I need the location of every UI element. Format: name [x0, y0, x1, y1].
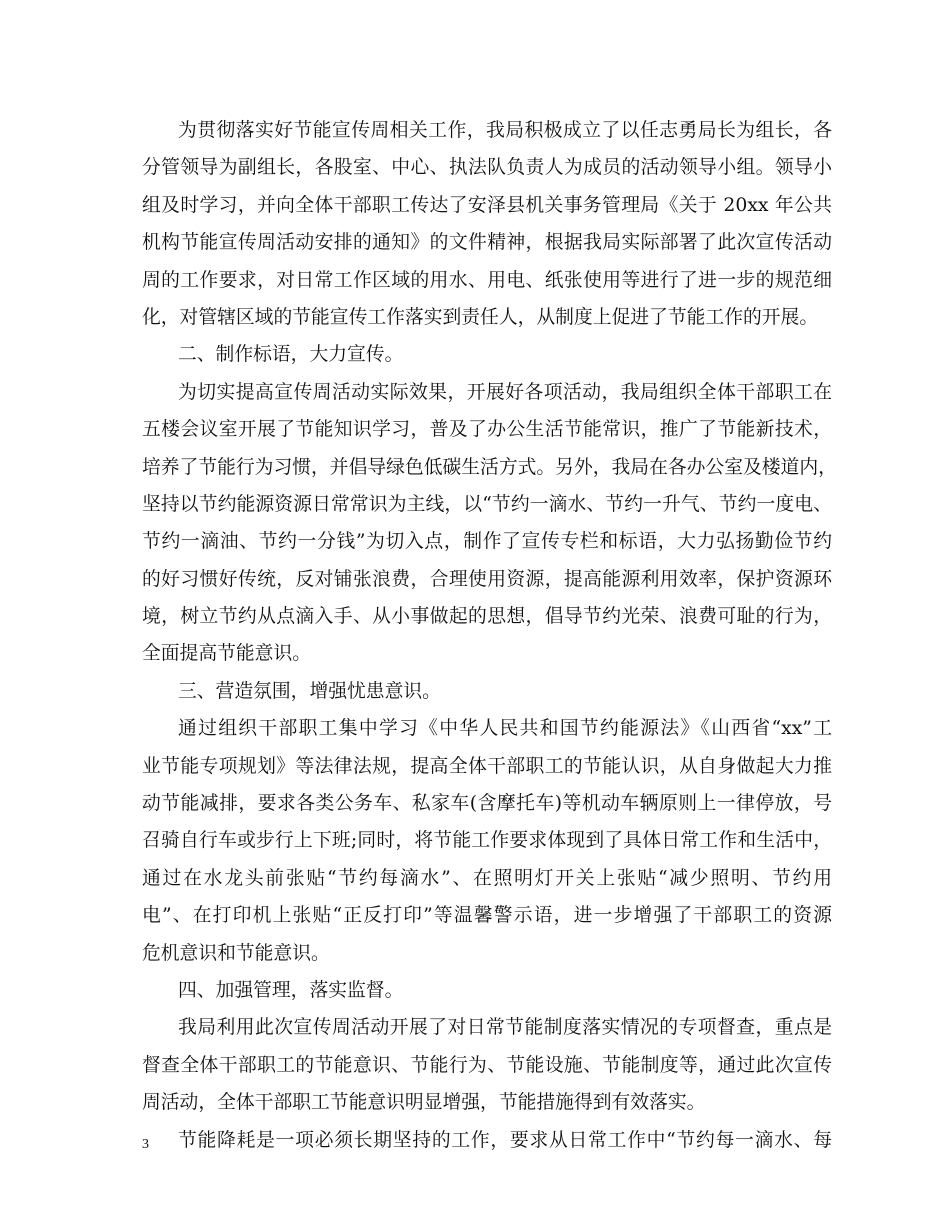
text-line: 通过组织干部职工集中学习《中华人民共和国节约能源法》《山西省“xx”工	[178, 718, 832, 740]
text-line: 为贯彻落实好节能宣传周相关工作，我局积极成立了以任志勇局长为组长，各	[178, 120, 832, 141]
page-number: 3	[142, 1137, 149, 1152]
text-line: 周活动，全体干部职工节能意识明显增强，节能措施得到有效落实。	[142, 1092, 706, 1114]
text-line: 节约一滴油、节约一分钱”为切入点，制作了宣传专栏和标语，大力弘扬勤俭节约	[142, 531, 832, 553]
text-line: 坚持以节约能源资源日常常识为主线，以“节约一滴水、节约一升气、节约一度电、	[142, 493, 832, 515]
text-line: 境，树立节约从点滴入手、从小事做起的思想，倡导节约光荣、浪费可耻的行为，	[142, 606, 832, 628]
text-line: 业节能专项规划》等法律法规，提高全体干部职工的节能认识，从自身做起大力推	[142, 755, 832, 777]
text-line: 组及时学习，并向全体干部职工传达了安泽县机关事务管理局《关于 20xx 年公共	[142, 194, 832, 216]
text-line: 节能降耗是一项必须长期坚持的工作，要求从日常工作中“节约每一滴水、每	[178, 1129, 832, 1151]
text-line: 动节能减排，要求各类公务车、私家车(含摩托车)等机动车辆原则上一律停放，号	[142, 793, 832, 815]
document-body	[142, 112, 837, 1159]
text-line: 化，对管辖区域的节能宣传工作落实到责任人，从制度上促进了节能工作的开展。	[142, 306, 819, 328]
text-line: 危机意识和节能意识。	[142, 942, 330, 964]
text-line: 周的工作要求，对日常工作区域的用水、用电、纸张使用等进行了进一步的规范细	[142, 269, 832, 291]
section-heading: 三、营造氛围，增强忧患意识。	[178, 680, 441, 702]
section-heading: 二、制作标语，大力宣传。	[178, 344, 404, 366]
text-line: 机构节能宣传周活动安排的通知》的文件精神，根据我局实际部署了此次宣传活动	[142, 232, 832, 254]
text-line: 全面提高节能意识。	[142, 643, 312, 665]
text-line: 的好习惯好传统，反对铺张浪费，合理使用资源，提高能源利用效率，保护资源环	[142, 568, 832, 590]
text-line: 通过在水龙头前张贴“节约每滴水”、在照明灯开关上张贴“减少照明、节约用	[142, 867, 832, 889]
text-line: 为切实提高宣传周活动实际效果，开展好各项活动，我局组织全体干部职工在	[178, 381, 832, 403]
text-line: 分管领导为副组长，各股室、中心、执法队负责人为成员的活动领导小组。领导小	[142, 157, 832, 179]
text-line: 五楼会议室开展了节能知识学习，普及了办公生活节能常识，推广了节能新技术，	[142, 419, 832, 441]
text-line: 我局利用此次宣传周活动开展了对日常节能制度落实情况的专项督查，重点是	[178, 1017, 832, 1039]
text-line: 督查全体干部职工的节能意识、节能行为、节能设施、节能制度等，通过此次宣传	[142, 1054, 832, 1076]
text-line: 召骑自行车或步行上下班;同时，将节能工作要求体现到了具体日常工作和生活中，	[142, 830, 832, 852]
text-line: 电”、在打印机上张贴“正反打印”等温馨警示语，进一步增强了干部职工的资源	[142, 905, 832, 927]
section-heading: 四、加强管理，落实监督。	[178, 979, 404, 1001]
text-line: 培养了节能行为习惯，并倡导绿色低碳生活方式。另外，我局在各办公室及楼道内，	[142, 456, 837, 478]
